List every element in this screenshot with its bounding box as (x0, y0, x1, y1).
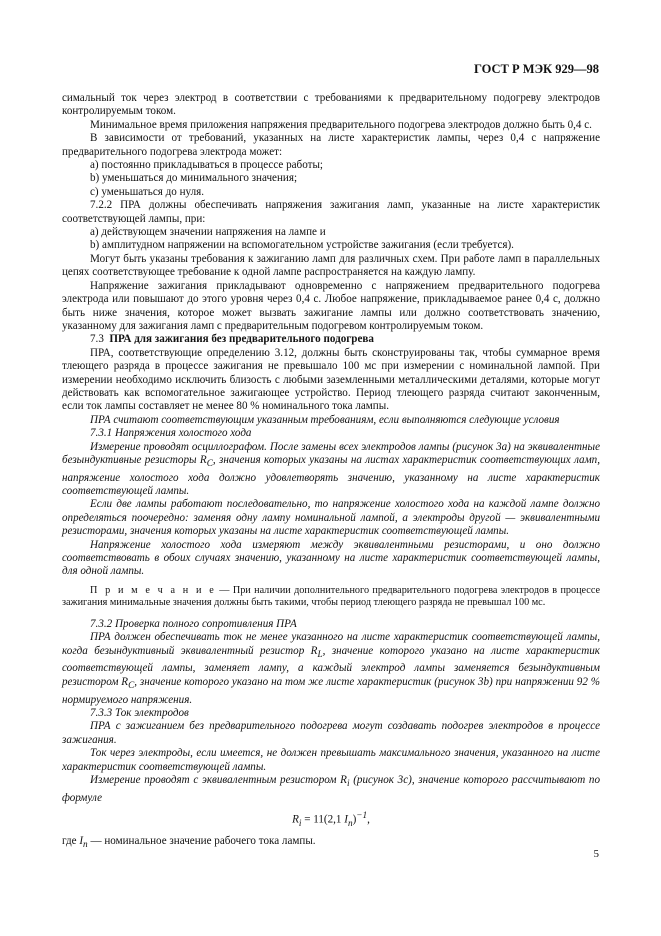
paragraph (62, 441, 600, 499)
text-run: — номинальное значение рабочего тока лампы. (87, 835, 316, 848)
text-run: , значения которых указаны на листах характеристик соответствующих ламп, напряжение холостого хода должно удовлетворять значению, указанному на листе характеристик соответствующей лампы. (62, 453, 601, 497)
formula-text: = 11(2,1 (301, 813, 345, 826)
list-item: b) уменьшаться до минимального значения; (90, 172, 298, 185)
formula-symbol: R (292, 813, 299, 826)
note-label: П р и м е ч а н и е (90, 584, 216, 596)
paragraph (62, 774, 600, 805)
subscript: i (298, 818, 302, 829)
formula-text: ) (352, 813, 357, 826)
paragraph: ПРА с зажиганием без предварительного подогрева могут создавать подогрев электродов в процессе зажигания. (62, 720, 600, 746)
formula-where (62, 835, 600, 853)
section-number: 7.3 (90, 333, 104, 346)
formula-symbol: I (344, 813, 348, 826)
clause-7-3-1-heading: 7.3.1 Напряжения холостого хода (90, 427, 252, 440)
section-7-3-heading (62, 333, 600, 346)
list-item: а) действующем значении напряжения на лампе и (90, 226, 326, 239)
text-run: ПРА должен обеспечивать ток не менее указанного на листе характеристик соответствующей лампы, когда безындуктивный эквивалентный резистор R (62, 631, 600, 657)
formula-symbol: I (79, 835, 84, 848)
paragraph: В зависимости от требований, указанных на листе характеристик лампы, через 0,4 с напряжение предварительного подогрева электрода может: (62, 132, 600, 158)
note-text: — При наличии дополнительного предварительного подогрева электродов в процессе зажигания минимальные значения должны быть такими, чтобы период тлеющего разряда не превышал 100 мс. (62, 584, 600, 609)
text-run: где (62, 835, 80, 848)
subscript: C (206, 459, 213, 470)
clause-7-3-2-heading: 7.3.2 Проверка полного сопротивления ПРА (90, 618, 297, 631)
paragraph: Если две лампы работают последовательно, то напряжение холостого хода на каждой лампе должно определяться поочередно: заменяя одну лампу номинальной лампой, а электроды другой — эквивалентными резисторами, значения которых указаны на листе характеристик соответствующей лампы. (62, 498, 600, 538)
paragraph: Напряжение зажигания прикладывают одновременно с напряжением предварительного подогрева электрода или повышают до этого уровня через 0,4 с. Любое напряжение, прикладываемое ранее 0,4 с, должно быть ниже значения, которое может вызвать зажигание лампы или должно соответствовать значению, указанному для зажигания ламп с предварительным подогревом контролируемым током. (62, 279, 600, 332)
paragraph: Минимальное время приложения напряжения предварительного подогрева электродов должно быть 0,4 с. (90, 118, 592, 131)
paragraph: Ток через электроды, если имеется, не должен превышать максимального значения, указанного на листе характеристик соответствующей лампы. (62, 747, 600, 773)
text-run: Измерение проводят с эквивалентным резистором R (90, 773, 347, 786)
list-item: а) постоянно прикладываться в процессе работы; (90, 159, 323, 172)
subscript: C (128, 681, 135, 692)
note (62, 585, 600, 610)
formula-text: , (367, 813, 370, 826)
text-run: , значение которого указано на листе характеристик соответствующей лампы, заменяет лампу, а каждый электрод лампы заменяется безындуктивным резистором R (62, 644, 600, 688)
clause-7-2-2: 7.2.2 ПРА должны обеспечивать напряжения зажигания ламп, указанные на листе характеристик соответствующей лампы, при: (62, 199, 600, 225)
paragraph: ПРА, соответствующие определению 3.12, должны быть сконструированы так, чтобы суммарное время тлеющего разряда в процессе зажигания не превышало 100 мс при измерении с номинальной лампой. При измерении необходимо исключить близость с любыми заземленными металлическими деталями, которые могут действовать как вспомогательное зажигающее устройство. Период тлеющего разряда считают законченным, если ток лампы составляет не менее 80 % номинального тока лампы. (62, 346, 600, 413)
paragraph (62, 631, 600, 706)
paragraph: Могут быть указаны требования к зажиганию ламп для различных схем. При работе ламп в параллельных цепях соответствующее требование к одной лампе распространяется на каждую лампу. (62, 252, 600, 279)
subscript: n (83, 840, 88, 851)
text-run: (рисунок 3с), значение которого рассчитывают по формуле (62, 773, 600, 804)
paragraph: симальный ток через электрод в соответствии с требованиями к предварительному подогреву электродов контролируемым током. (62, 92, 600, 118)
formula (62, 810, 600, 831)
document-body (62, 92, 600, 853)
clause-7-3-3-heading: 7.3.3 Ток электродов (90, 706, 189, 719)
paragraph: ПРА считают соответствующим указанным требованиям, если выполняются следующие условия (90, 413, 560, 426)
text-run: Измерение проводят осциллографом. После замены всех электродов лампы (рисунок 3а) на эквивалентные безындуктивные резисторы R (62, 440, 600, 466)
list-item: c) уменьшаться до нуля. (90, 185, 204, 198)
list-item: b) амплитудном напряжении на вспомогательном устройстве зажигания (если требуется). (90, 239, 514, 252)
section-title: ПРА для зажигания без предварительного подогрева (109, 333, 374, 346)
superscript: −1 (356, 810, 368, 821)
text-run: , значение которого указано на том же листе характеристик (рисунок 3b) при напряжении 92 % нормируемого напряжения. (62, 675, 601, 706)
page-number: 5 (593, 848, 599, 860)
subscript: i (346, 779, 350, 790)
paragraph: Напряжение холостого хода измеряют между эквивалентными резисторами, и оно должно соответствовать в обоих случаях значению, указанному на листе характеристик соответствующей лампы, для одной лампы. (62, 538, 600, 578)
subscript: L (317, 650, 323, 661)
subscript: n (347, 818, 353, 829)
document-header: ГОСТ Р МЭК 929—98 (474, 62, 599, 76)
